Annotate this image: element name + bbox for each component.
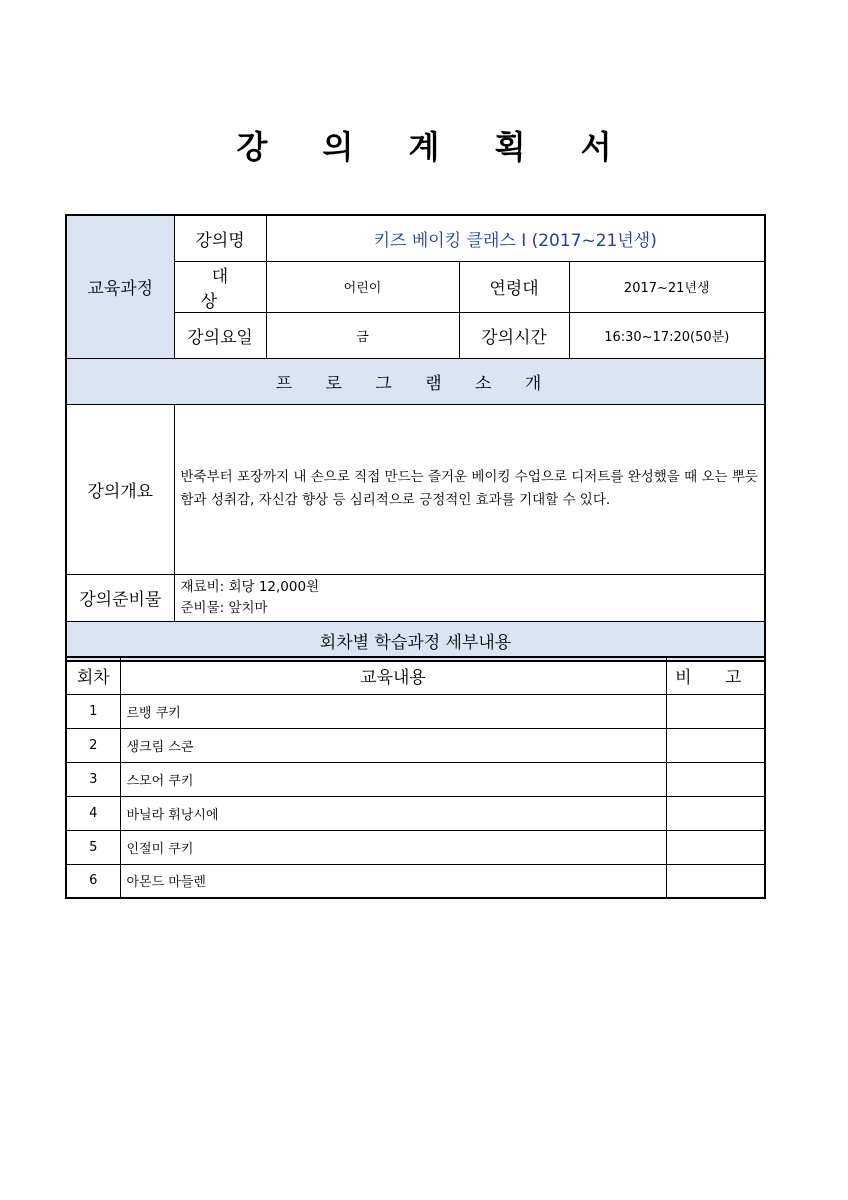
session-note — [666, 762, 765, 796]
session-number: 5 — [66, 830, 120, 864]
table-row — [66, 864, 765, 898]
course-name: 키즈 베이킹 클래스 I (2017~21년생) — [266, 215, 765, 261]
overview-label: 강의개요 — [66, 404, 174, 574]
document-title: 강 의 계 획 서 — [236, 128, 634, 166]
table-row — [66, 694, 765, 728]
age-value: 2017~21년생 — [569, 261, 765, 312]
course-name-label: 강의명 — [174, 215, 266, 261]
session-note — [666, 864, 765, 898]
session-table — [65, 656, 766, 899]
session-content: 아몬드 마들렌 — [120, 864, 666, 898]
overview-text: 반죽부터 포장까지 내 손으로 직접 만드는 즐거운 베이킹 수업으로 디저트를 완성했을 때 오는 뿌듯함과 성취감, 자신감 향상 등 심리적으로 긍정적인 효과를 기대할 수 있다. — [174, 404, 765, 574]
age-label: 연령대 — [459, 261, 569, 312]
course-info-table — [65, 214, 766, 662]
session-number: 3 — [66, 762, 120, 796]
day-label: 강의요일 — [174, 312, 266, 358]
session-details-header: 회차별 학습과정 세부내용 — [66, 621, 765, 661]
session-content: 르뱅 쿠키 — [120, 694, 666, 728]
column-header-note — [666, 657, 765, 694]
day-value: 금 — [266, 312, 459, 358]
time-value: 16:30~17:20(50분) — [569, 312, 765, 358]
session-number: 6 — [66, 864, 120, 898]
note-header-text: 비 고 — [675, 668, 756, 689]
session-note — [666, 728, 765, 762]
target-label: 대 상 — [174, 261, 266, 312]
program-intro-header — [66, 358, 765, 404]
education-course-label: 교육과정 — [66, 215, 174, 358]
session-number: 1 — [66, 694, 120, 728]
target-value: 어린이 — [266, 261, 459, 312]
materials-items: 준비물: 앞치마 — [180, 599, 268, 616]
column-header-session: 회차 — [66, 657, 120, 694]
column-header-content: 교육내용 — [120, 657, 666, 694]
session-content: 인절미 쿠키 — [120, 830, 666, 864]
table-row — [66, 796, 765, 830]
table-row — [66, 830, 765, 864]
materials-label: 강의준비물 — [66, 574, 174, 621]
time-label: 강의시간 — [459, 312, 569, 358]
session-note — [666, 694, 765, 728]
session-note — [666, 830, 765, 864]
session-number: 4 — [66, 796, 120, 830]
session-content: 스모어 쿠키 — [120, 762, 666, 796]
session-number: 2 — [66, 728, 120, 762]
materials-cost: 재료비: 회당 12,000원 — [180, 578, 320, 595]
session-note — [666, 796, 765, 830]
table-row — [66, 762, 765, 796]
table-row — [66, 728, 765, 762]
program-intro-title: 프 로 그 램 소 개 — [275, 373, 556, 394]
materials-cell — [174, 574, 765, 621]
session-content: 바닐라 휘낭시에 — [120, 796, 666, 830]
session-content: 생크림 스콘 — [120, 728, 666, 762]
